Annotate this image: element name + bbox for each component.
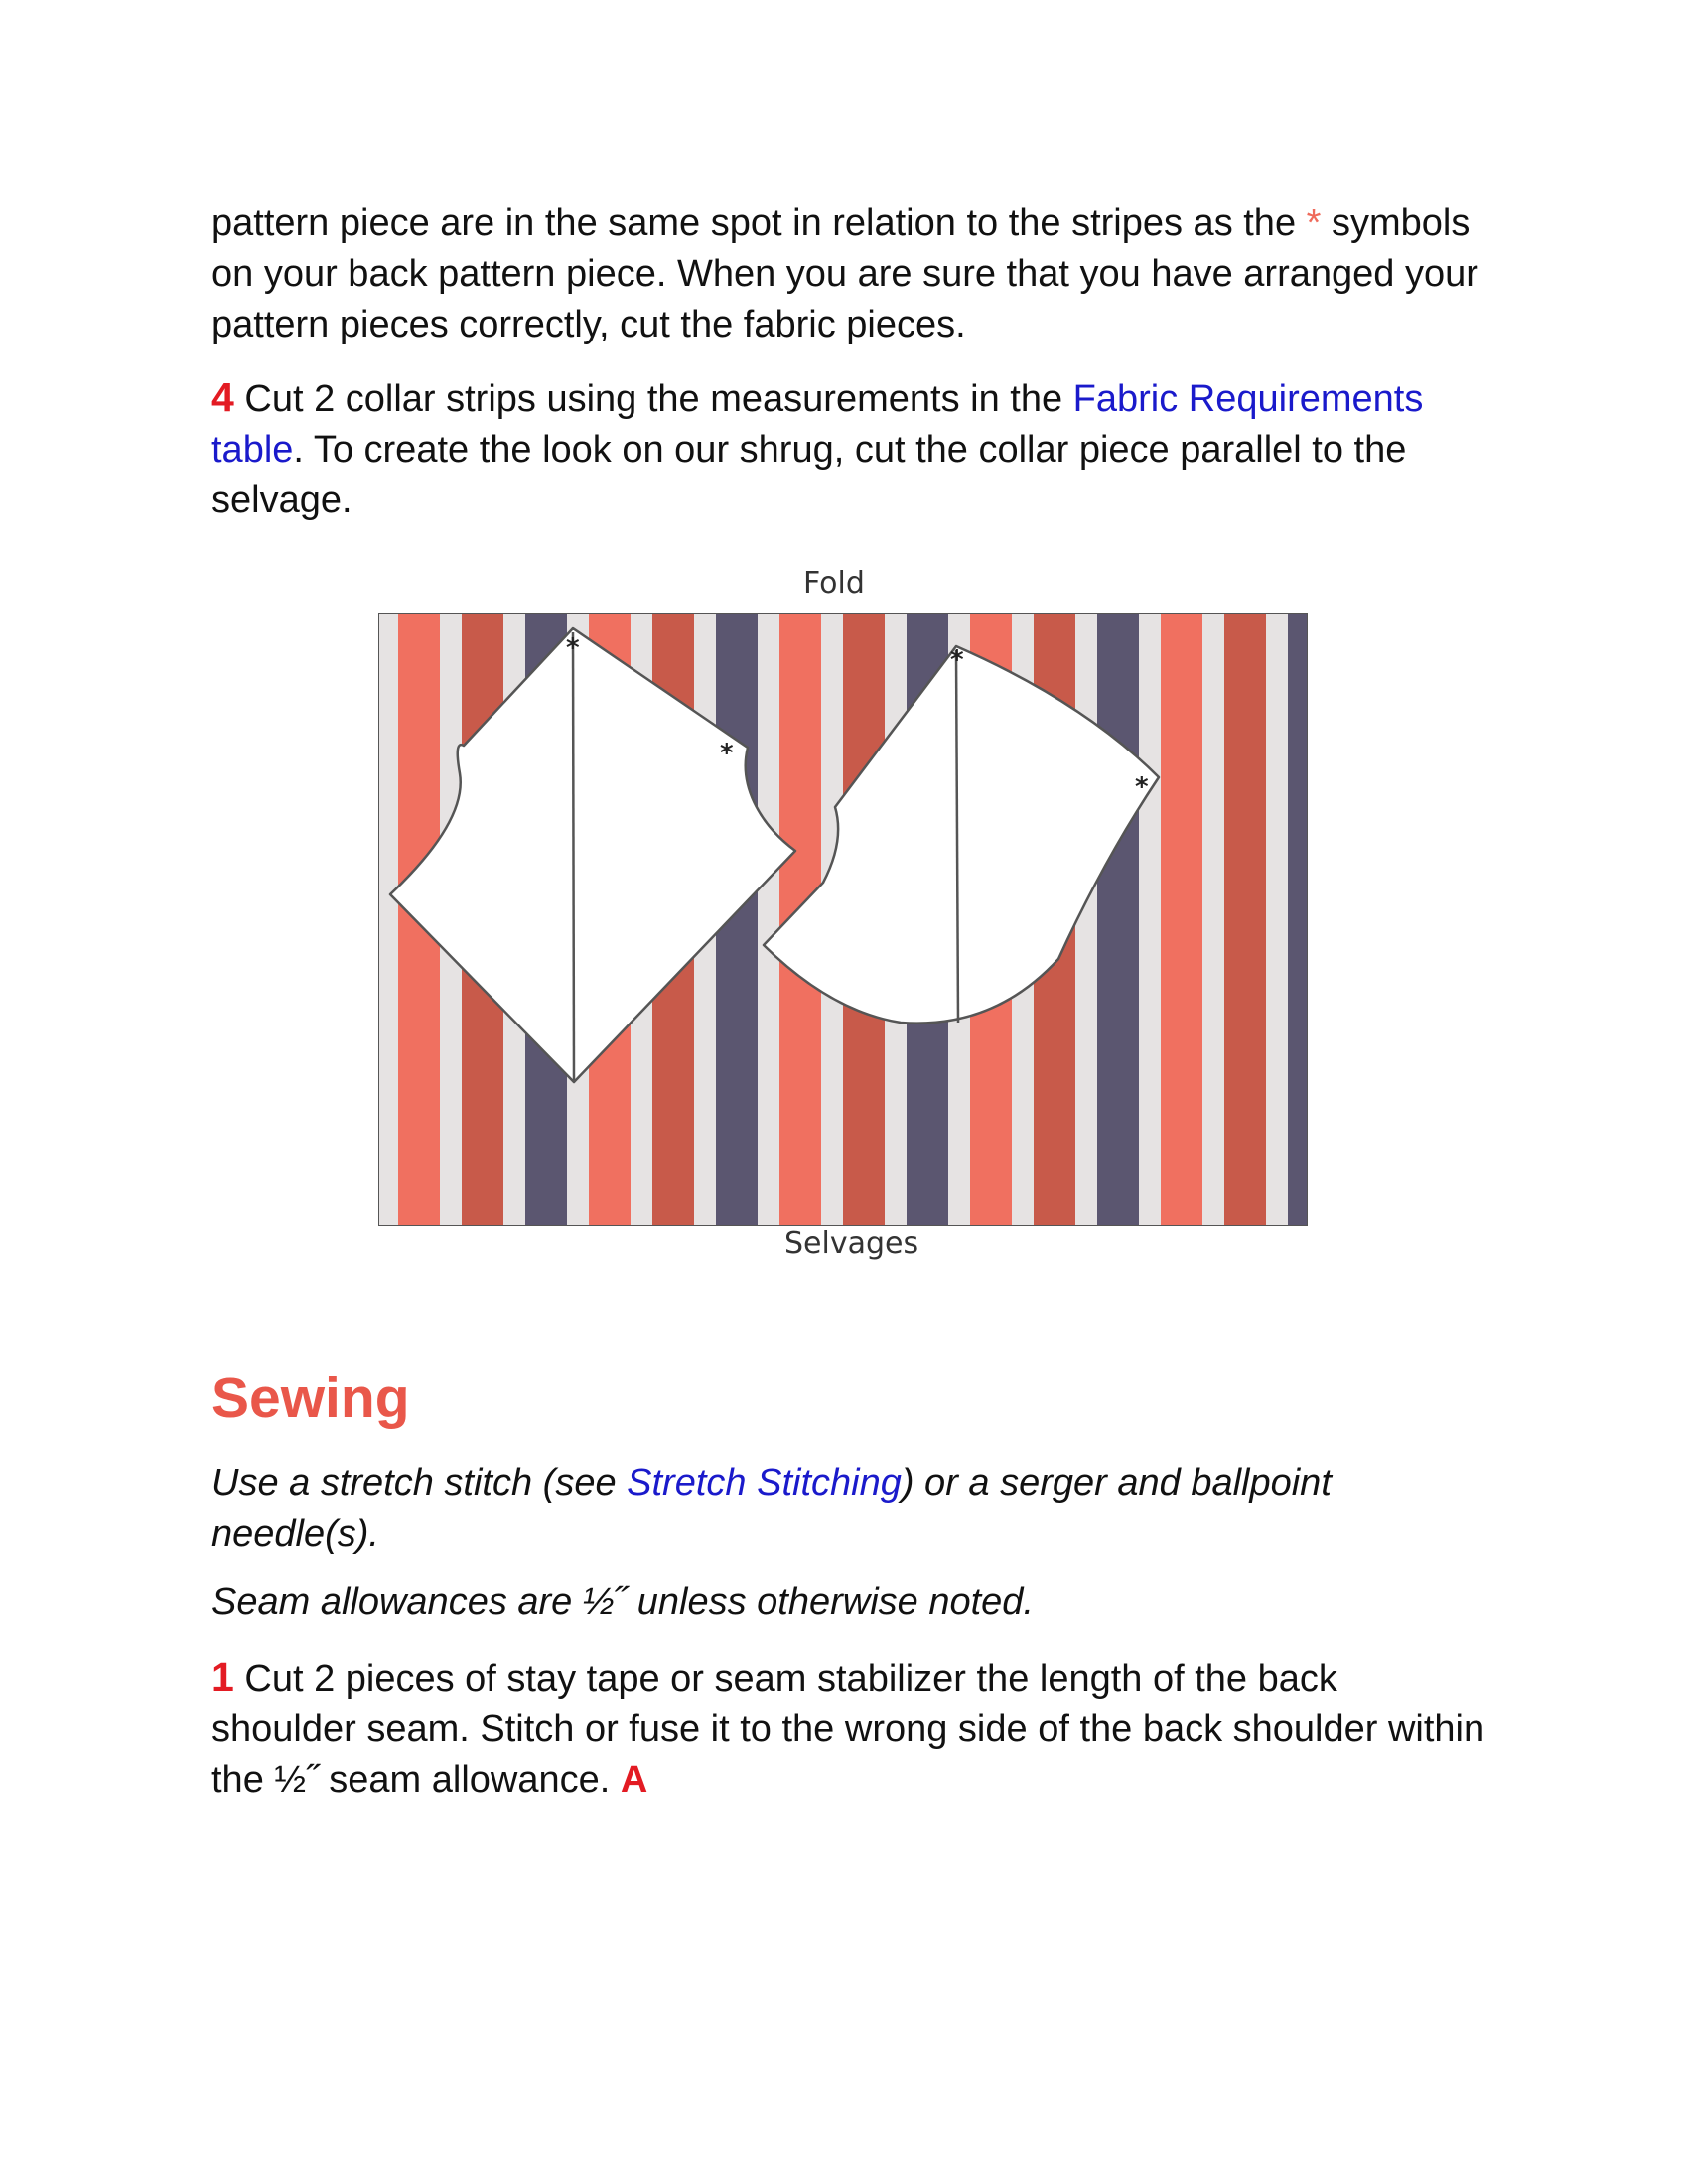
fabric-layout — [378, 613, 1308, 1226]
step-4-text-continued: . To create the look on our shrug, cut the collar piece parallel to the selvage. — [211, 429, 1407, 521]
stripe-light — [378, 613, 399, 1226]
stripe-light — [1202, 613, 1225, 1226]
asterisk-symbol: * — [1306, 203, 1322, 244]
stripe-navy — [1288, 613, 1308, 1226]
step-1-text: Cut 2 pieces of stay tape or seam stabilizer the length of the back shoulder seam. Stitch or fuse it to the wrong side of the back shoulder within the ½˝ seam allowance. — [211, 1658, 1485, 1801]
marker-front-top: * — [950, 645, 964, 675]
stripe-rust — [1224, 613, 1267, 1226]
stripe-navy — [1097, 613, 1140, 1226]
step-number: 4 — [211, 374, 234, 420]
step-1-paragraph — [211, 1652, 1492, 1806]
figure-reference-a[interactable]: A — [620, 1759, 648, 1801]
stripe-light — [1075, 613, 1098, 1226]
intro-paragraph — [211, 199, 1492, 350]
intro-text-continued: symbols on your back pattern piece. When you are sure that you have arranged your pattern pieces correctly, cut the fabric pieces. — [211, 203, 1478, 345]
step-4-paragraph — [211, 372, 1492, 526]
back-grainline — [573, 632, 574, 1080]
step-number: 1 — [211, 1654, 234, 1700]
stripe-light — [758, 613, 780, 1226]
step-4-text: Cut 2 collar strips using the measurements in the — [244, 378, 1063, 420]
page-content — [211, 199, 1492, 1806]
stripe-light — [1266, 613, 1289, 1226]
stretch-stitching-link[interactable]: Stretch Stitching — [627, 1462, 902, 1504]
marker-back-side: * — [720, 739, 734, 768]
note-text: Use a stretch stitch (see — [211, 1462, 617, 1504]
fabric-requirements-link[interactable]: Fabric Requirements table — [211, 378, 1424, 471]
marker-front-side: * — [1135, 772, 1149, 802]
stretch-stitch-note — [211, 1458, 1492, 1560]
stripe-light — [1139, 613, 1162, 1226]
note-text-continued: ) or a serger and ballpoint needle(s). — [211, 1462, 1332, 1555]
stripe-coral — [1161, 613, 1203, 1226]
seam-allowance-note: Seam allowances are ½˝ unless otherwise noted. — [211, 1581, 1035, 1623]
fold-label: Fold — [803, 566, 865, 601]
cutting-layout-diagram — [211, 566, 1492, 1271]
intro-text: pattern piece are in the same spot in relation to the stripes as the — [211, 203, 1297, 244]
section-title-sewing: Sewing — [211, 1366, 410, 1430]
marker-back-top: * — [566, 633, 580, 663]
selvage-label: Selvages — [784, 1226, 919, 1261]
